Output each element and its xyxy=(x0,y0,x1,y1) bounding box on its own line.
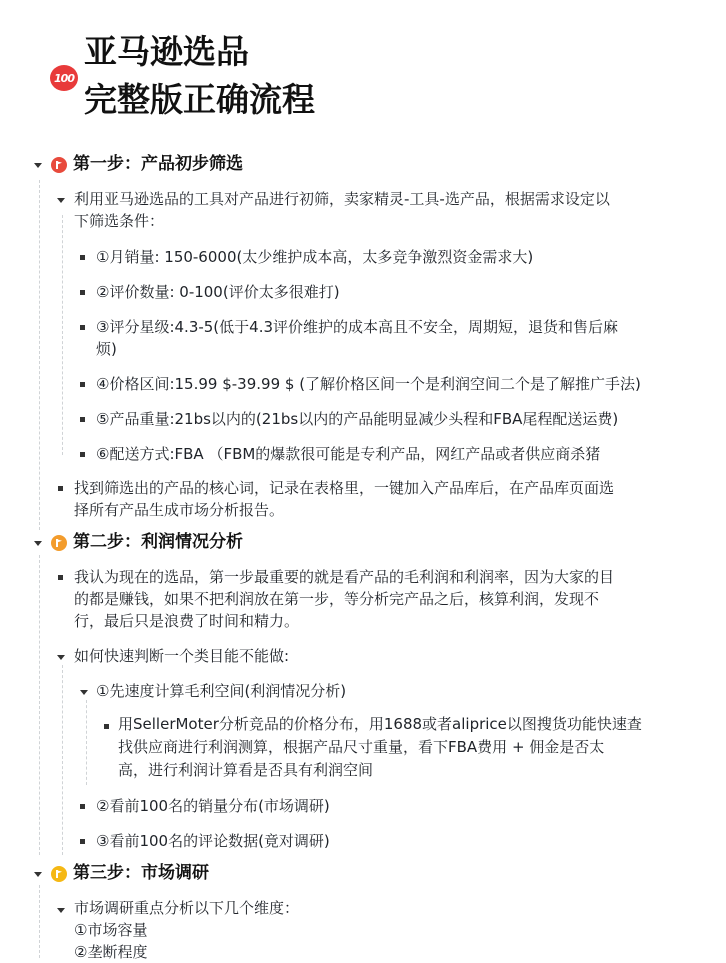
tree-guide-line xyxy=(86,700,87,785)
list-item-text: 找到筛选出的产品的核心词，记录在表格里，一键加入产品库后，在产品库页面选 xyxy=(74,479,615,497)
list-item-text: ①市场容量 xyxy=(74,921,148,939)
list-item-text: 行，最后只是浪费了时间和精力。 xyxy=(74,612,300,630)
criteria-item: ③评分星级:4.3-5(低于4.3评价维护的成本高且不安全，周期短，退货和售后麻 xyxy=(96,318,619,336)
collapse-toggle-icon[interactable] xyxy=(34,541,42,546)
step-2-heading: 第二步：利润情况分析 xyxy=(73,532,243,552)
bullet-icon xyxy=(80,839,85,844)
bullet-icon xyxy=(80,382,85,387)
bullet-icon xyxy=(80,452,85,457)
bullet-icon xyxy=(58,575,63,580)
list-item-text: 利用亚马逊选品的工具对产品进行初筛，卖家精灵-工具-选产品，根据需求设定以 xyxy=(74,190,610,208)
list-item-text: ②垄断程度 xyxy=(74,943,148,961)
sub-item-text: ①先速度计算毛利空间(利润情况分析) xyxy=(96,682,347,700)
collapse-toggle-icon[interactable] xyxy=(34,872,42,877)
list-item-text: 下筛选条件： xyxy=(74,212,165,230)
sub-sub-item-text: 高，进行利润计算看是否具有利润空间 xyxy=(118,761,374,779)
list-item-text: 如何快速判断一个类目能不能做: xyxy=(74,647,290,665)
bullet-icon xyxy=(104,724,109,729)
sub-item-text: ③看前100名的评论数据(竟对调研) xyxy=(96,832,330,850)
tree-guide-line xyxy=(39,555,40,855)
orange-flag-icon xyxy=(51,535,67,551)
yellow-flag-icon xyxy=(51,866,67,882)
bullet-icon xyxy=(80,417,85,422)
bullet-icon xyxy=(58,486,63,491)
tree-guide-line xyxy=(62,215,63,455)
list-item-text: 市场调研重点分析以下几个维度： xyxy=(74,899,300,917)
step-3-heading: 第三步：市场调研 xyxy=(73,863,209,883)
red-flag-icon xyxy=(51,157,67,173)
list-item-text: 我认为现在的选品，第一步最重要的就是看产品的毛利润和利润率，因为大家的目 xyxy=(74,568,615,586)
criteria-item: ④价格区间:15.99 $-39.99 $ (了解价格区间一个是利润空间二个是了解推广手法) xyxy=(96,375,641,393)
bullet-icon xyxy=(80,255,85,260)
collapse-toggle-icon[interactable] xyxy=(80,690,88,695)
tree-guide-line xyxy=(39,885,40,958)
sub-item-text: ②看前100名的销量分布(市场调研) xyxy=(96,797,330,815)
collapse-toggle-icon[interactable] xyxy=(57,655,65,660)
sub-sub-item-text: 用SellerMoter分析竞品的价格分布，用1688或者aliprice以图搜货功能快速查 xyxy=(118,715,642,733)
collapse-toggle-icon[interactable] xyxy=(57,198,65,203)
title-line-1: 亚马逊选品 xyxy=(84,32,249,71)
sub-sub-item-text: 找供应商进行利润测算，根据产品尺寸重量，看下FBA费用 + 佣金是否太 xyxy=(118,738,605,756)
collapse-toggle-icon[interactable] xyxy=(57,908,65,913)
bullet-icon xyxy=(80,290,85,295)
tree-guide-line xyxy=(62,665,63,855)
criteria-item: ⑥配送方式:FBA （FBM的爆款很可能是专利产品，网红产品或者供应商杀猪 xyxy=(96,445,601,463)
bullet-icon xyxy=(80,325,85,330)
title-line-2: 完整版正确流程 xyxy=(84,80,315,119)
collapse-toggle-icon[interactable] xyxy=(34,163,42,168)
step-1-heading: 第一步：产品初步筛选 xyxy=(73,154,243,174)
criteria-item-continued: 烦) xyxy=(96,340,117,358)
list-item-text: 的都是赚钱，如果不把利润放在第一步，等分析完产品之后，核算利润，发现不 xyxy=(74,590,600,608)
bullet-icon xyxy=(80,804,85,809)
criteria-item: ⑤产品重量:21bs以内的(21bs以内的产品能明显减少头程和FBA尾程配送运费) xyxy=(96,410,619,428)
hundred-points-icon: 100 xyxy=(50,65,78,91)
list-item-text: 择所有产品生成市场分析报告。 xyxy=(74,501,285,519)
criteria-item: ②评价数量: 0-100(评价太多很难打) xyxy=(96,283,340,301)
tree-guide-line xyxy=(39,180,40,530)
criteria-item: ①月销量: 150-6000(太少维护成本高，太多竞争激烈资金需求大) xyxy=(96,248,534,266)
